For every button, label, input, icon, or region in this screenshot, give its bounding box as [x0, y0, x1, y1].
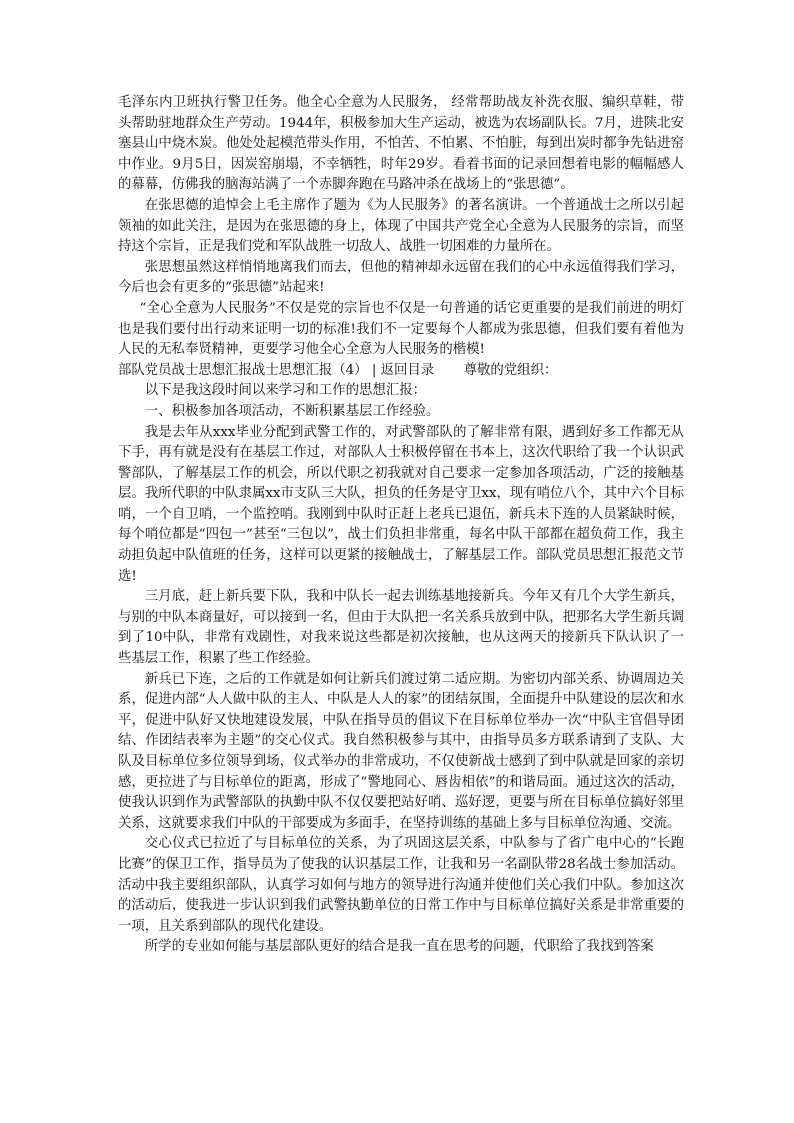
paragraph-new-recruits: 三月底，赶上新兵要下队，我和中队长一起去训练基地接新兵。今年又有几个大学生新兵，与别的中队本商量好，可以接到一名，但由于大队把一名关系兵放到中队，把那名大学生新兵调到了10中队，非常有戏剧性，对我来说这些都是初次接触，也从这两天的接新兵下队认识了一些基层工作，积累了些工作经验。 [118, 589, 684, 667]
title-separator: | [367, 362, 381, 378]
report-intro: 以下是我这段时间以来学习和工作的思想汇报： [144, 383, 426, 399]
document-page [118, 93, 684, 958]
paragraph-zhangside-biography: 毛泽东内卫班执行警卫任务。他全心全意为人民服务， 经常帮助战友补洗衣服、编织草鞋，带头帮助驻地群众生产劳动。1944年，积极参加大生产运动，被选为农场副队长。7月，进陕北安塞县山中烧木炭。他处处起模范带头作用，不怕苦、不怕累、不怕脏，每到出炭时都争先钻进窑中作业。9月5日，因炭窑崩塌，不幸牺牲，时年29岁。看着书面的记录回想着电影的幅幅感人的幕幕，仿佛我的脑海站满了一个赤脚奔跑在马路冲杀在战场上的“张思德”。 [118, 95, 684, 193]
back-to-contents-link[interactable]: 返回目录 [380, 362, 435, 378]
report-title: 部队党员战士思想汇报战士思想汇报（4） [118, 362, 368, 378]
paragraph-race-security: 交心仪式已拉近了与目标单位的关系，为了巩固这层关系，中队参与了省广电中心的“长跑比赛”的保卫工作，指导员为了使我的认识基层工作，让我和另一名副队带28名战士参加活动。活动中我主要组织部队，认真学习如何与地方的领导进行沟通并使他们关心我们中队。参加这次的活动后，使我进一步认识到我们武警执勤单位的日常工作中与目标单位搞好关系是非常重要的一项，且关系到部队的现代化建设。 [118, 836, 684, 934]
paragraph-assignment: 我是去年从xxx毕业分配到武警工作的，对武警部队的了解非常有限，遇到好多工作都无从下手，再有就是没有在基层工作过，对部队人士积极停留在书本上，这次代职给了我一个认识武警部队，了解基层工作的机会，所以代职之初我就对自己要求一定参加各项活动，广泛的接触基层。我所代职的中队隶属xx市支队三大队，担负的任务是守卫xx，现有哨位八个，其中六个目标哨，一个自卫哨，一个监控哨。我刚到中队时正赶上老兵已退伍，新兵未下连的人员紧缺时候，每个哨位都是“四包一”甚至“三包以”，战士们负担非常重，每名中队干部都在超负荷工作，我主动担负起中队值班的任务，这样可以更紧的接触战士，了解基层工作。部队党员思想汇报范文节选! [118, 424, 684, 584]
section-heading-one: 一、积极参加各项活动，不断积累基层工作经验。 [144, 403, 440, 419]
paragraph-major-integration: 所学的专业如何能与基层部队更好的结合是我一直在思考的问题，代职给了我找到答案 [144, 939, 654, 955]
salutation: 尊敬的党组织： [463, 362, 558, 378]
paragraph-spirit-remains: 张思想虽然这样悄悄地离我们而去，但他的精神却永远留在我们的心中永远值得我们学习，今后也会有更多的“张思德”站起来! [118, 259, 684, 296]
paragraph-serve-the-people: “全心全意为人民服务”不仅是党的宗旨也不仅是一句普通的话它更重要的是我们前进的明灯也是我们要付出行动来证明一切的标准!我们不一定要每个人都成为张思德，但我们要有着他为人民的无私奉贤精神，更要学习他全心全意为人民服务的楷模! [118, 300, 684, 358]
report-heading-line [118, 361, 684, 382]
paragraph-memorial-speech: 在张思德的追悼会上毛主席作了题为《为人民服务》的著名演讲。一个普通战士之所以引起领袖的如此关注，是因为在张思德的身上，体现了中国共产党全心全意为人民服务的宗旨，而坚持这个宗旨，正是我们党和军队战胜一切敌人、战胜一切困难的力量所在。 [118, 197, 684, 255]
paragraph-heart-ceremony: 新兵已下连，之后的工作就是如何让新兵们渡过第二适应期。为密切内部关系、协调周边关系，促进内部“人人做中队的主人、中队是人人的家”的团结氛围，全面提升中队建设的层次和水平，促进中队好又快地建设发展，中队在指导员的倡议下在目标单位举办一次“中队主官倡导团结、作团结表率为主题”的交心仪式。我自然积极参与其中，由指导员多方联系请到了支队、大队及目标单位多位领导到场，仪式举办的非常成功，不仅使新战士感到了到中队就是回家的亲切感，更拉进了与目标单位的距离，形成了“警地同心、唇齿相依”的和谐局面。通过这次的活动，使我认识到作为武警部队的执勤中队不仅仅要把站好哨、巡好逻，更要与所在目标单位搞好邻里关系，这就要求我们中队的干部要成为多面手，在坚持训练的基础上多与目标单位沟通、交流。 [118, 671, 684, 831]
